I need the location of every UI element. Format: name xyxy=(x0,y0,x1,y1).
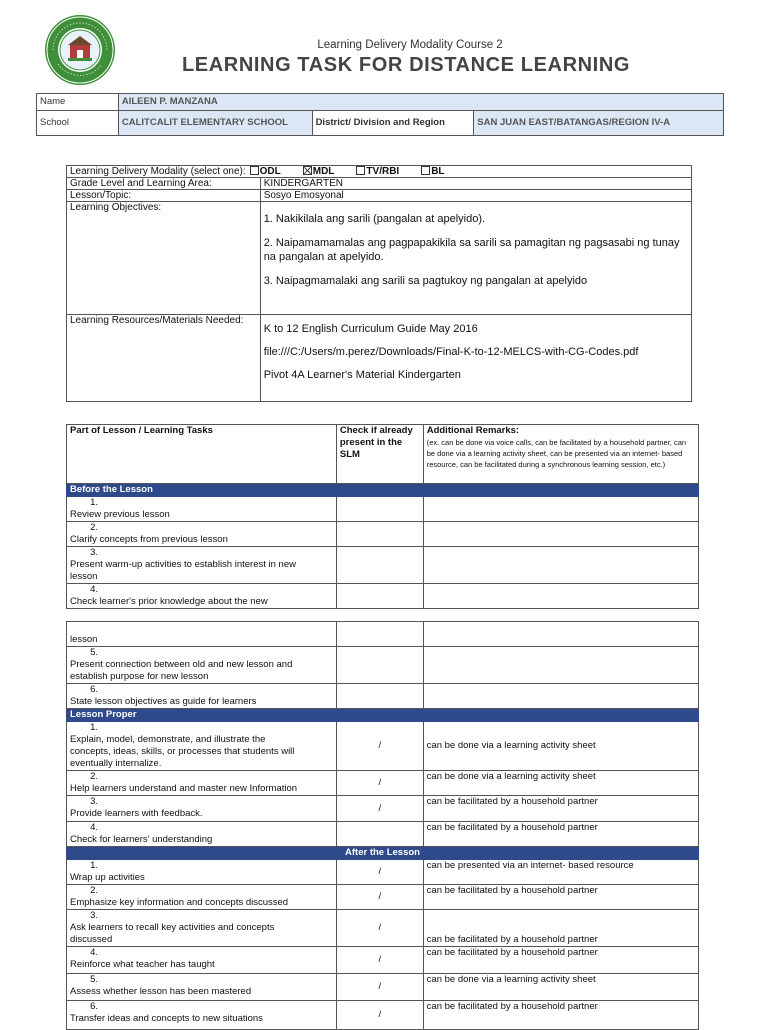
modality-tvrbi-checkbox[interactable] xyxy=(356,166,365,175)
table-row xyxy=(67,547,337,584)
modality-mdl-checkbox[interactable] xyxy=(303,166,312,175)
resources-list xyxy=(260,315,691,402)
table-row xyxy=(67,910,337,947)
table-cell xyxy=(336,522,423,547)
table-cell xyxy=(336,547,423,584)
objectives-label: Learning Objectives: xyxy=(67,202,261,315)
modality-mdl-label: MDL xyxy=(312,166,335,177)
table-row xyxy=(67,974,337,1001)
table-cell: can be presented via an internet- based resource xyxy=(423,860,698,885)
table-cell: can be facilitated by a household partner xyxy=(423,796,698,822)
col-remarks-title: Additional Remarks: xyxy=(426,425,520,436)
table-cell: 2. xyxy=(90,771,98,782)
modality-tvrbi-label: TV/RBI xyxy=(366,166,400,177)
modality-bl-label: BL xyxy=(431,166,445,177)
school-label: School xyxy=(37,111,119,136)
table-cell: Check learner's prior knowledge about the new xyxy=(70,596,268,607)
objective-item: 2. Naipamamamalas ang pagpapakikila sa sarili sa pamagitan ng pagsasabi ng tunay na pangalan at apelyido. xyxy=(263,237,680,263)
objectives-list xyxy=(260,202,691,315)
table-row xyxy=(67,771,337,796)
table-row xyxy=(67,684,337,709)
table-cell: 5. xyxy=(90,974,98,985)
table-row xyxy=(67,885,337,910)
modality-odl-label: ODL xyxy=(259,166,281,177)
table-cell: / xyxy=(336,860,423,885)
objective-item: 1. Nakikilala ang sarili (pangalan at apelyido). xyxy=(263,213,486,225)
table-cell: can be facilitated by a household partner xyxy=(423,1001,698,1030)
table-cell: can be done via a learning activity sheet xyxy=(423,722,698,771)
district-value: SAN JUAN EAST/BATANGAS/REGION IV-A xyxy=(474,111,724,136)
table-row xyxy=(67,722,337,771)
table-cell: lesson xyxy=(70,634,98,645)
table-cell: Transfer ideas and concepts to new situations xyxy=(70,1013,263,1024)
table-cell: Wrap up activities xyxy=(70,872,145,883)
table-cell: can be done via a learning activity sheet xyxy=(423,974,698,1001)
modality-odl-checkbox[interactable] xyxy=(250,166,259,175)
table-cell: 4. xyxy=(90,584,98,595)
table-cell xyxy=(336,497,423,522)
table-cell: Reinforce what teacher has taught xyxy=(70,959,215,970)
table-cell xyxy=(336,584,423,609)
table-cell xyxy=(423,584,698,609)
table-row xyxy=(67,647,337,684)
table-cell: 3. xyxy=(90,547,98,558)
grade-value: KINDERGARTEN xyxy=(260,178,691,190)
table-cell: Present warm-up activities to establish interest in new lesson xyxy=(70,559,296,582)
lesson-plan-table xyxy=(66,165,692,402)
table-cell: Help learners understand and master new Information xyxy=(70,783,298,794)
table-row xyxy=(67,860,337,885)
teacher-info-table xyxy=(36,93,724,136)
page-title: LEARNING TASK FOR DISTANCE LEARNING xyxy=(181,54,631,76)
col-part-header: Part of Lesson / Learning Tasks xyxy=(67,425,337,484)
table-cell xyxy=(336,622,423,647)
table-cell: 6. xyxy=(90,684,98,695)
table-cell: Explain, model, demonstrate, and illustrate the concepts, ideas, skills, or processes that students will eventually internalize. xyxy=(70,734,295,769)
table-cell: can be facilitated by a household partner xyxy=(423,885,698,910)
section-before-lesson: Before the Lesson xyxy=(67,484,699,497)
modality-bl-checkbox[interactable] xyxy=(421,166,430,175)
table-cell: / xyxy=(336,722,423,771)
table-row xyxy=(67,622,337,647)
resource-item: Pivot 4A Learner's Material Kindergarten xyxy=(263,369,461,381)
lesson-label: Lesson/Topic: xyxy=(67,190,261,202)
table-cell: 1. xyxy=(90,860,98,871)
resource-item: K to 12 English Curriculum Guide May 2016 xyxy=(263,323,478,335)
table-cell: Provide learners with feedback. xyxy=(70,808,203,819)
table-cell: 2. xyxy=(90,885,98,896)
table-row xyxy=(67,1001,337,1030)
table-cell: Emphasize key information and concepts discussed xyxy=(70,897,289,908)
table-row xyxy=(67,584,337,609)
table-cell: / xyxy=(336,974,423,1001)
table-cell: Present connection between old and new lesson and establish purpose for new lesson xyxy=(70,659,293,682)
table-cell: Clarify concepts from previous lesson xyxy=(70,534,228,545)
table-cell xyxy=(423,497,698,522)
table-cell xyxy=(423,647,698,684)
table-cell: 1. xyxy=(90,722,98,733)
table-cell: / xyxy=(336,885,423,910)
resources-label: Learning Resources/Materials Needed: xyxy=(67,315,261,402)
table-cell: / xyxy=(336,771,423,796)
table-cell: Assess whether lesson has been mastered xyxy=(70,986,252,997)
table-cell: State lesson objectives as guide for learners xyxy=(70,696,257,707)
name-value: AILEEN P. MANZANA xyxy=(118,94,723,111)
table-cell xyxy=(423,547,698,584)
table-cell: / xyxy=(336,1001,423,1030)
table-cell: can be done via a learning activity sheet xyxy=(423,771,698,796)
col-check-header: Check if already present in the SLM xyxy=(336,425,423,484)
table-row xyxy=(67,947,337,974)
table-cell xyxy=(423,622,698,647)
table-cell xyxy=(423,522,698,547)
col-remarks-header xyxy=(423,425,698,484)
lesson-value: Sosyo Emosyonal xyxy=(260,190,691,202)
table-cell xyxy=(423,684,698,709)
table-row xyxy=(67,822,337,847)
table-row xyxy=(67,522,337,547)
table-cell: / xyxy=(336,947,423,974)
table-cell: 3. xyxy=(90,910,98,921)
table-cell: / xyxy=(336,796,423,822)
table-cell: can be facilitated by a household partner xyxy=(423,947,698,974)
school-value: CALITCALIT ELEMENTARY SCHOOL xyxy=(118,111,312,136)
name-label: Name xyxy=(37,94,119,111)
objective-item: 3. Naipagmamalaki ang sarili sa pagtukoy ng pangalan at apelyido xyxy=(263,275,588,287)
learning-tasks-table xyxy=(66,424,699,609)
section-after-lesson: After the Lesson xyxy=(67,847,699,860)
resource-item: file:///C:/Users/m.perez/Downloads/Final-K-to-12-MELCS-with-CG-Codes.pdf xyxy=(263,346,639,358)
table-cell: can be facilitated by a household partner xyxy=(423,822,698,847)
table-cell: 4. xyxy=(90,822,98,833)
table-cell: 6. xyxy=(90,1001,98,1012)
table-cell xyxy=(336,822,423,847)
table-cell: 2. xyxy=(90,522,98,533)
table-cell: Check for learners' understanding xyxy=(70,834,213,845)
grade-label: Grade Level and Learning Area: xyxy=(67,178,261,190)
table-cell: can be facilitated by a household partner xyxy=(423,910,698,947)
table-cell xyxy=(336,684,423,709)
col-remarks-note: (ex. can be done via voice calls, can be facilitated by a household partner, can be done via a learning activity sheet, can be presented via an internet- based resource, can be facilitated during a synchronous learning session, etc.) xyxy=(426,438,687,469)
course-subtitle: Learning Delivery Modality Course 2 xyxy=(317,39,503,51)
table-cell xyxy=(67,166,692,178)
table-cell: 3. xyxy=(90,796,98,807)
table-row xyxy=(67,497,337,522)
table-row xyxy=(67,796,337,822)
table-cell: Ask learners to recall key activities and concepts discussed xyxy=(70,922,275,945)
table-cell: / xyxy=(336,910,423,947)
table-cell: 5. xyxy=(90,647,98,658)
table-cell: 1. xyxy=(90,497,98,508)
learning-tasks-table-continued xyxy=(66,621,699,1030)
district-label: District/ Division and Region xyxy=(312,111,474,136)
table-cell xyxy=(336,647,423,684)
table-cell: 4. xyxy=(90,947,98,958)
section-lesson-proper: Lesson Proper xyxy=(67,709,699,722)
modality-label: Learning Delivery Modality (select one): xyxy=(70,166,246,177)
table-cell: Review previous lesson xyxy=(70,509,170,520)
